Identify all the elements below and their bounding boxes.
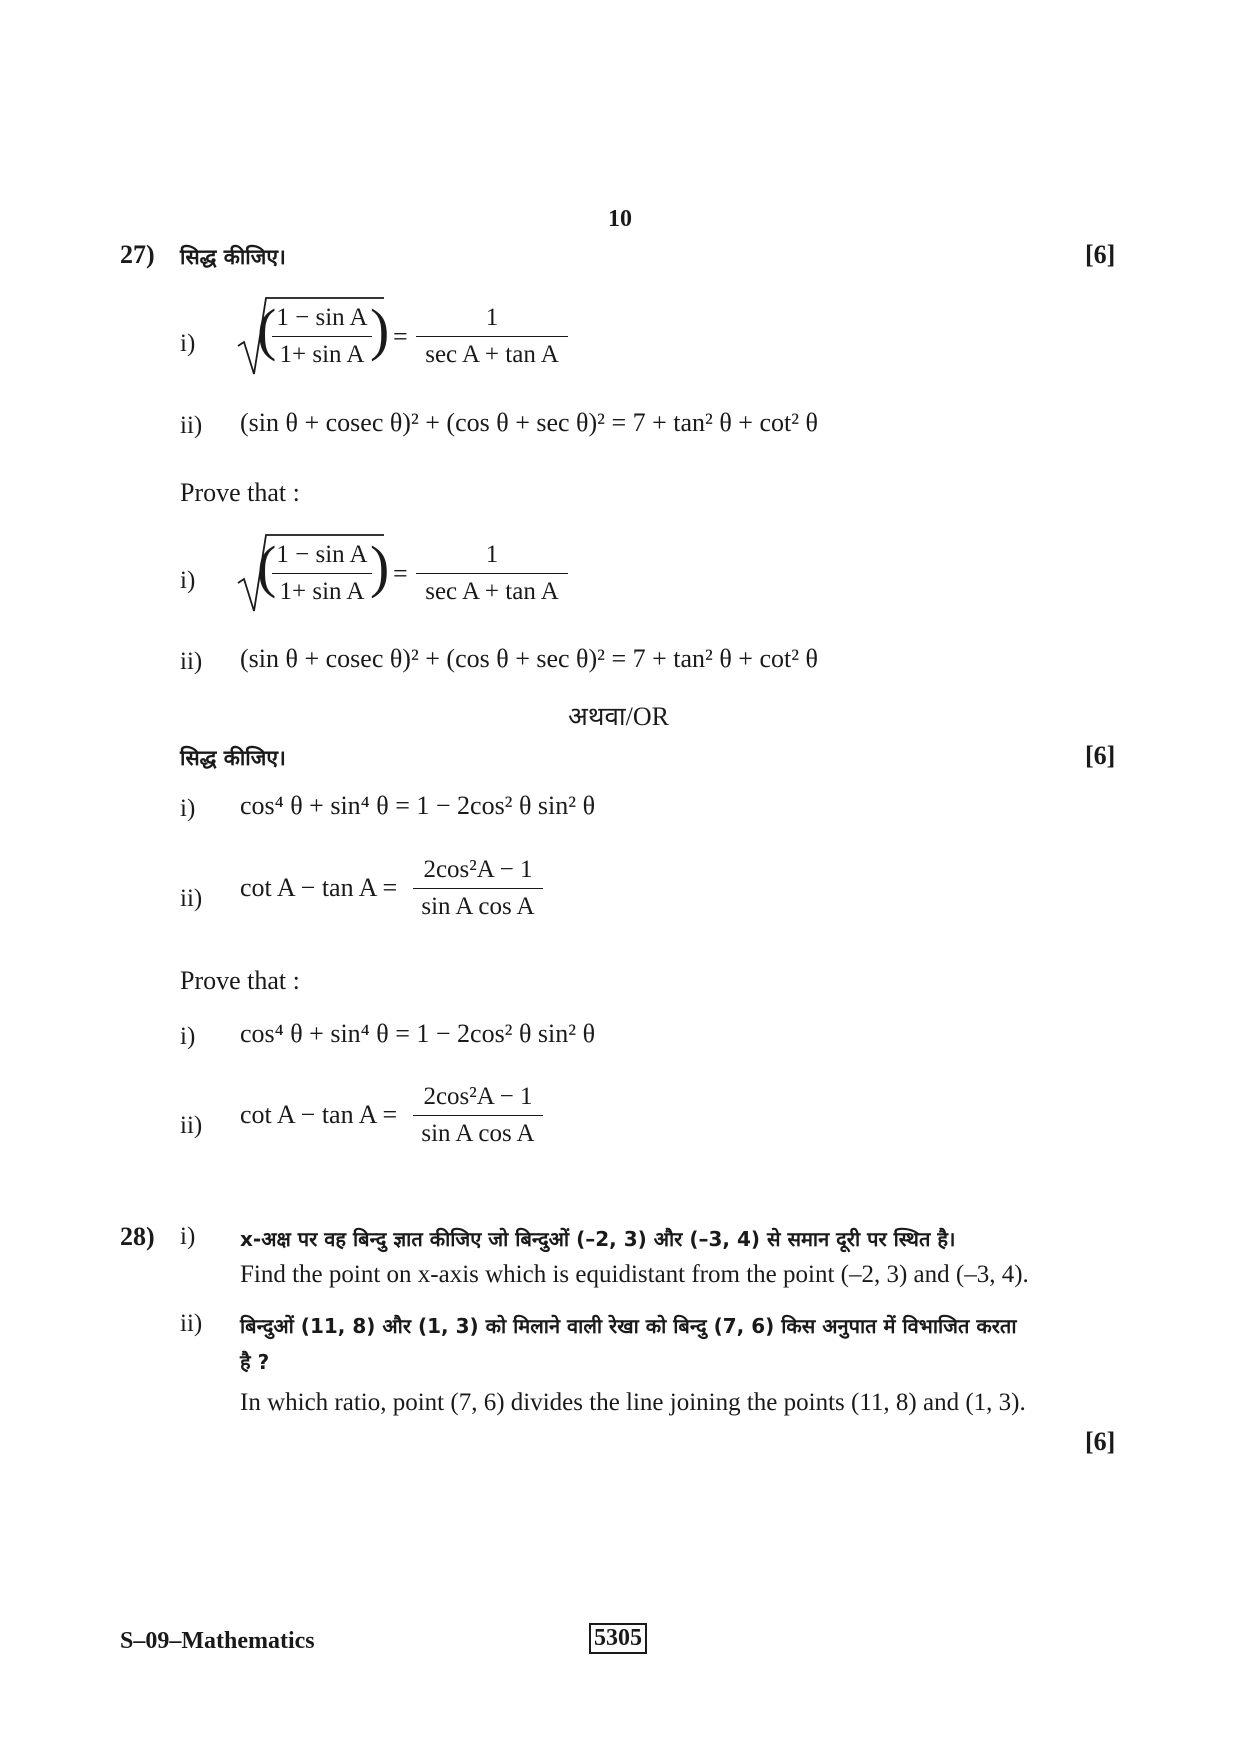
equals-sign: = [393, 322, 408, 351]
q28-ii-english: In which ratio, point (7, 6) divides the line joining the points (11, 8) and (1, 3). [240, 1389, 1026, 1416]
alt-ii-lhs: cot A − tan A = [240, 1100, 398, 1129]
right-paren: ) [370, 534, 390, 599]
alt-ii-numerator: 2cos²A − 1 [423, 856, 533, 883]
alt-ii-fraction [413, 1082, 543, 1149]
rhs-denominator: sec A + tan A [425, 578, 559, 605]
q28-ii-hindi-line1: बिन्दुओं (11, 8) और (1, 3) को मिलाने वाली रेखा को बिन्दु (7, 6) किस अनुपात में विभाजित करता [240, 1314, 1017, 1338]
question-28-number: 28) [120, 1222, 155, 1251]
part-label: ii) [180, 1310, 203, 1337]
alt-prove-that-heading: Prove that : [180, 966, 300, 995]
q28-ii-hindi-line2: है ? [240, 1350, 270, 1374]
sqrt-numerator: 1 − sin A [276, 304, 368, 331]
sqrt-numerator: 1 − sin A [276, 541, 368, 568]
question-27-hindi-heading: सिद्ध कीजिए। [180, 245, 286, 269]
identity-ii-english: (sin θ + cosec θ)² + (cos θ + sec θ)² = 7 + tan² θ + cot² θ [240, 644, 818, 673]
part-label: i) [180, 567, 196, 594]
left-paren: ( [257, 297, 277, 362]
or-separator: अथवा/OR [568, 702, 670, 731]
alt-ii-denominator: sin A cos A [421, 893, 535, 920]
sqrt-fraction [272, 303, 372, 370]
question-28-marks: [6] [1085, 1427, 1116, 1456]
alt-identity-i-hindi: cos⁴ θ + sin⁴ θ = 1 − 2cos² θ sin² θ [240, 791, 596, 820]
left-paren: ( [257, 534, 277, 599]
alt-hindi-heading: सिद्ध कीजिए। [180, 746, 286, 770]
right-paren: ) [370, 297, 390, 362]
part-label: ii) [180, 1112, 203, 1139]
prove-that-heading: Prove that : [180, 478, 300, 507]
alt-ii-lhs: cot A − tan A = [240, 873, 398, 902]
page-number: 10 [608, 206, 632, 232]
alt-ii-denominator: sin A cos A [421, 1120, 535, 1147]
part-label: i) [180, 795, 196, 822]
equals-sign: = [393, 559, 408, 588]
part-label: i) [180, 1223, 196, 1250]
alt-marks: [6] [1085, 741, 1116, 770]
identity-ii-hindi: (sin θ + cosec θ)² + (cos θ + sec θ)² = 7 + tan² θ + cot² θ [240, 408, 818, 437]
footer-subject-code: S–09–Mathematics [120, 1628, 315, 1654]
part-label: ii) [180, 648, 203, 675]
alt-ii-numerator: 2cos²A − 1 [423, 1083, 533, 1110]
q28-i-hindi: x-अक्ष पर वह बिन्दु ज्ञात कीजिए जो बिन्दुओं (–2, 3) और (–3, 4) से समान दूरी पर स्थित है। [240, 1227, 956, 1251]
question-27-number: 27) [120, 240, 155, 269]
rhs-fraction [416, 303, 568, 370]
part-label: ii) [180, 885, 203, 912]
part-label: i) [180, 1023, 196, 1050]
sqrt-fraction [272, 540, 372, 607]
sqrt-denominator: 1+ sin A [279, 578, 365, 605]
rhs-numerator: 1 [485, 304, 499, 331]
rhs-numerator: 1 [485, 541, 499, 568]
sqrt-denominator: 1+ sin A [279, 341, 365, 368]
q28-i-english: Find the point on x-axis which is equidistant from the point (–2, 3) and (–3, 4). [240, 1261, 1029, 1288]
rhs-denominator: sec A + tan A [425, 341, 559, 368]
footer-paper-code: 5305 [589, 1623, 647, 1654]
alt-ii-fraction [413, 855, 543, 922]
question-27-marks: [6] [1085, 240, 1116, 269]
part-label: ii) [180, 412, 203, 439]
rhs-fraction [416, 540, 568, 607]
alt-identity-i-english: cos⁴ θ + sin⁴ θ = 1 − 2cos² θ sin² θ [240, 1019, 596, 1048]
part-label: i) [180, 330, 196, 357]
